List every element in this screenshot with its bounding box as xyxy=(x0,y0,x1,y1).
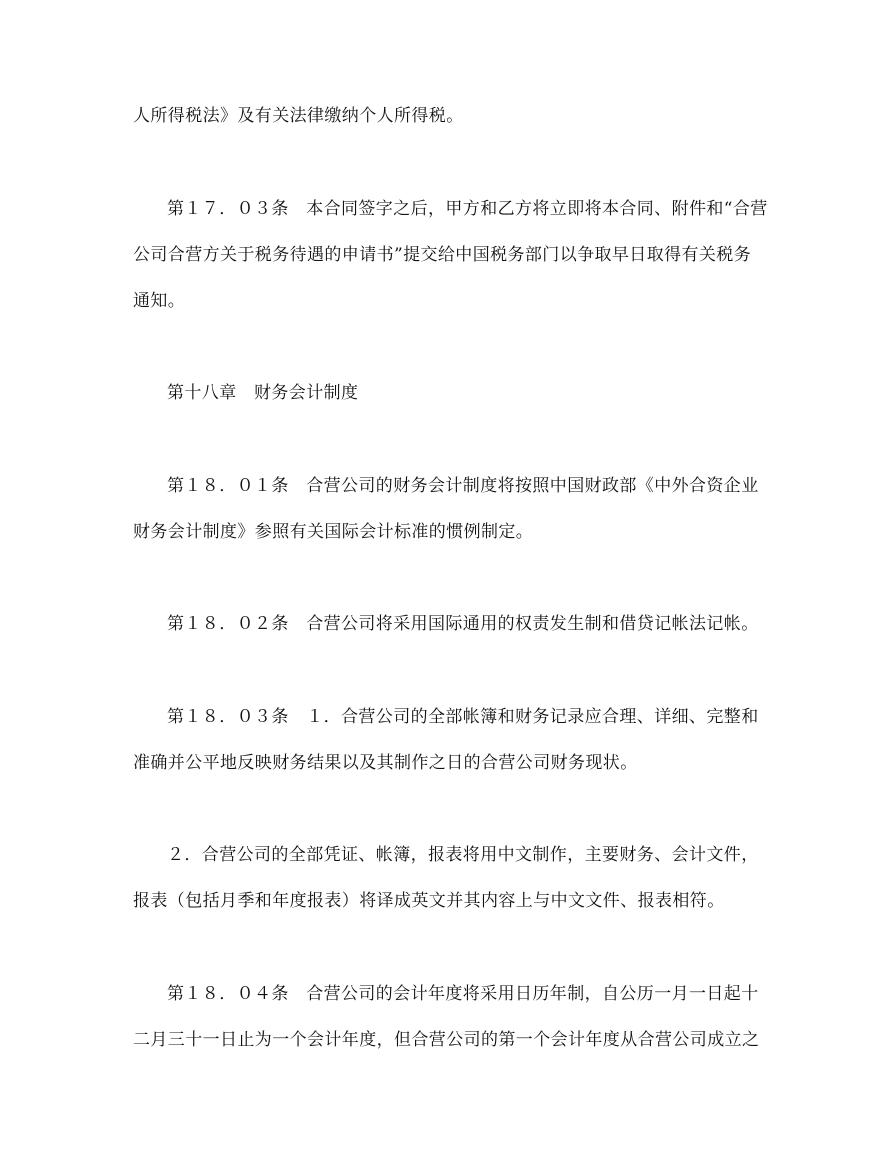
article-17-03-line-1: 第１７．０３条 本合同签字之后，甲方和乙方将立即将本合同、附件和“合营 xyxy=(167,199,768,219)
article-18-03-line-1: 第１８．０３条 １．合营公司的全部帐簿和财务记录应合理、详细、完整和 xyxy=(167,707,759,727)
article-18-04-line-1: 第１８．０４条 合营公司的会计年度将采用日历年制，自公历一月一日起十 xyxy=(167,984,759,1004)
article-17-03-line-2: 公司合营方关于税务待遇的申请书”提交给中国税务部门以争取早日取得有关税务 xyxy=(133,245,752,265)
article-18-03-item-2-line-1: ２．合营公司的全部凭证、帐簿，报表将用中文制作，主要财务、会计文件， xyxy=(167,845,759,865)
text-line-1: 人所得税法》及有关法律缴纳个人所得税。 xyxy=(133,106,464,126)
article-18-03-line-2: 准确并公平地反映财务结果以及其制作之日的合营公司财务现状。 xyxy=(133,753,638,773)
article-18-02-line-1: 第１８．０２条 合营公司将采用国际通用的权责发生制和借贷记帐法记帐。 xyxy=(167,614,759,634)
article-18-04-line-2: 二月三十一日止为一个会计年度，但合营公司的第一个会计年度从合营公司成立之 xyxy=(133,1030,760,1050)
article-18-01-line-1: 第１８．０１条 合营公司的财务会计制度将按照中国财政部《中外合资企业 xyxy=(167,476,759,496)
article-17-03-line-3: 通知。 xyxy=(133,291,186,311)
chapter-18-heading: 第十八章 财务会计制度 xyxy=(167,383,359,403)
article-18-01-line-2: 财务会计制度》参照有关国际会计标准的惯例制定。 xyxy=(133,522,534,542)
article-18-03-item-2-line-2: 报表（包括月季和年度报表）将译成英文并其内容上与中文文件、报表相符。 xyxy=(133,891,725,911)
